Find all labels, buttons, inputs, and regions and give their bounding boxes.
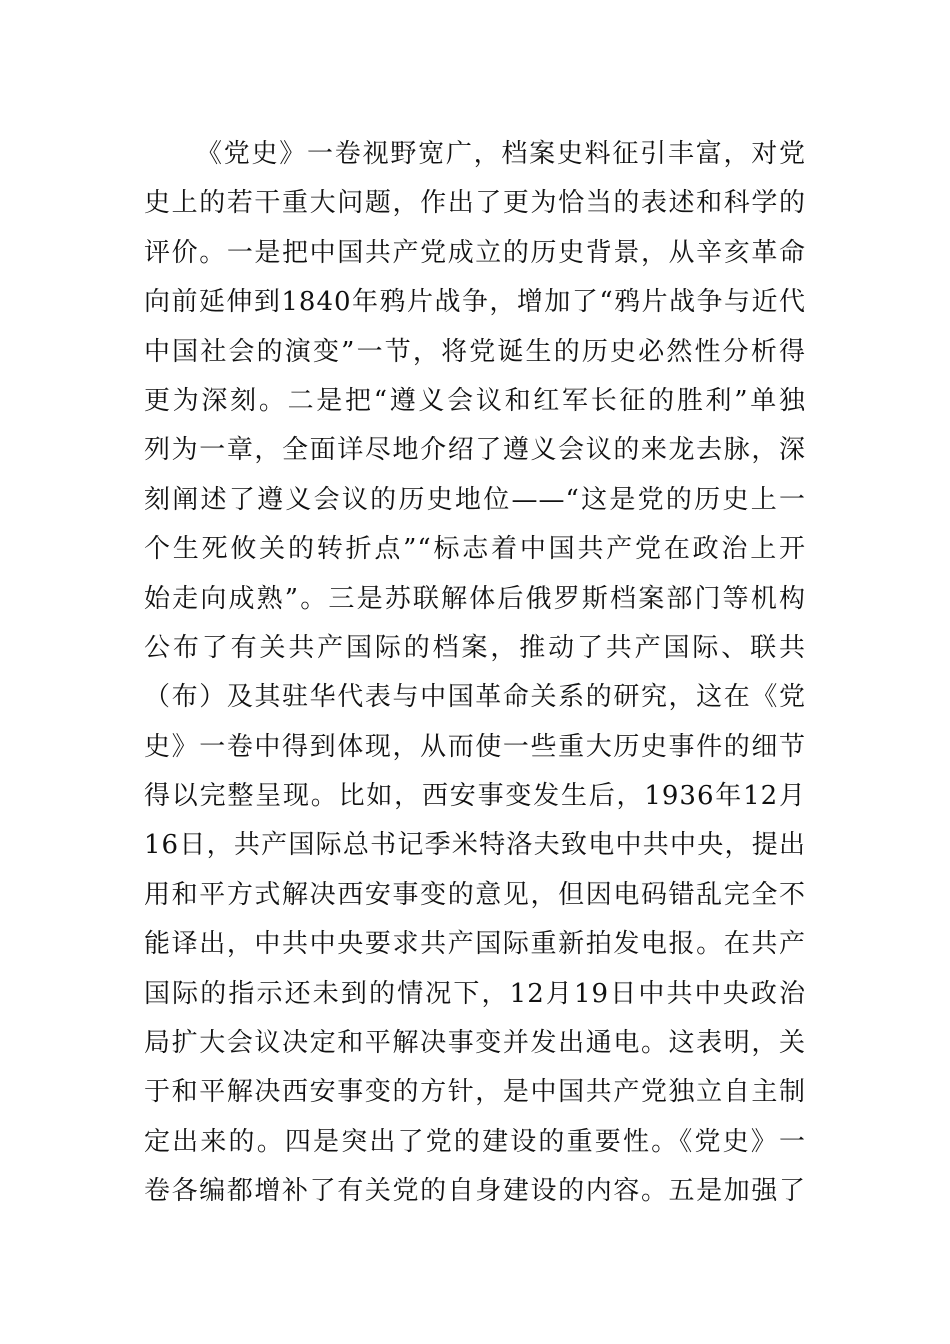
text-line: 16日，共产国际总书记季米特洛夫致电中共中央，提出	[144, 830, 806, 861]
text-line: 始走向成熟”。三是苏联解体后俄罗斯档案部门等机构	[144, 583, 806, 614]
text-line: 向前延伸到1840年鸦片战争，增加了“鸦片战争与近代	[144, 287, 806, 318]
text-line: 用和平方式解决西安事变的意见，但因电码错乱完全不	[144, 879, 806, 910]
text-line: 更为深刻。二是把“遵义会议和红军长征的胜利”单独	[144, 385, 806, 416]
text-line: 国际的指示还未到的情况下，12月19日中共中央政治	[144, 978, 806, 1009]
text-line: 中国社会的演变”一节，将党诞生的历史必然性分析得	[144, 336, 806, 367]
text-line: 能译出，中共中央要求共产国际重新拍发电报。在共产	[144, 929, 806, 960]
text-line: 定出来的。四是突出了党的建设的重要性。《党史》一	[144, 1126, 806, 1157]
text-line: 卷各编都增补了有关党的自身建设的内容。五是加强了	[144, 1176, 806, 1207]
text-line: 列为一章，全面详尽地介绍了遵义会议的来龙去脉，深	[144, 435, 806, 466]
text-line: 《党史》一卷视野宽广，档案史料征引丰富，对党	[196, 139, 806, 169]
text-line: 个生死攸关的转折点”“标志着中国共产党在政治上开	[144, 534, 806, 565]
text-line: 评价。一是把中国共产党成立的历史背景，从辛亥革命	[144, 237, 806, 268]
text-line: 史上的若干重大问题，作出了更为恰当的表述和科学的	[144, 188, 806, 219]
text-line: 史》一卷中得到体现，从而使一些重大历史事件的细节	[144, 731, 806, 762]
text-line: 公布了有关共产国际的档案，推动了共产国际、联共	[144, 632, 806, 663]
text-line: 局扩大会议决定和平解决事变并发出通电。这表明，关	[144, 1028, 806, 1059]
text-line: 于和平解决西安事变的方针，是中国共产党独立自主制	[144, 1077, 806, 1108]
text-line: （布）及其驻华代表与中国革命关系的研究，这在《党	[144, 682, 806, 713]
text-line: 得以完整呈现。比如，西安事变发生后，1936年12月	[144, 781, 806, 812]
text-line: 刻阐述了遵义会议的历史地位——“这是党的历史上一	[144, 484, 806, 515]
body-paragraph	[144, 130, 806, 1217]
